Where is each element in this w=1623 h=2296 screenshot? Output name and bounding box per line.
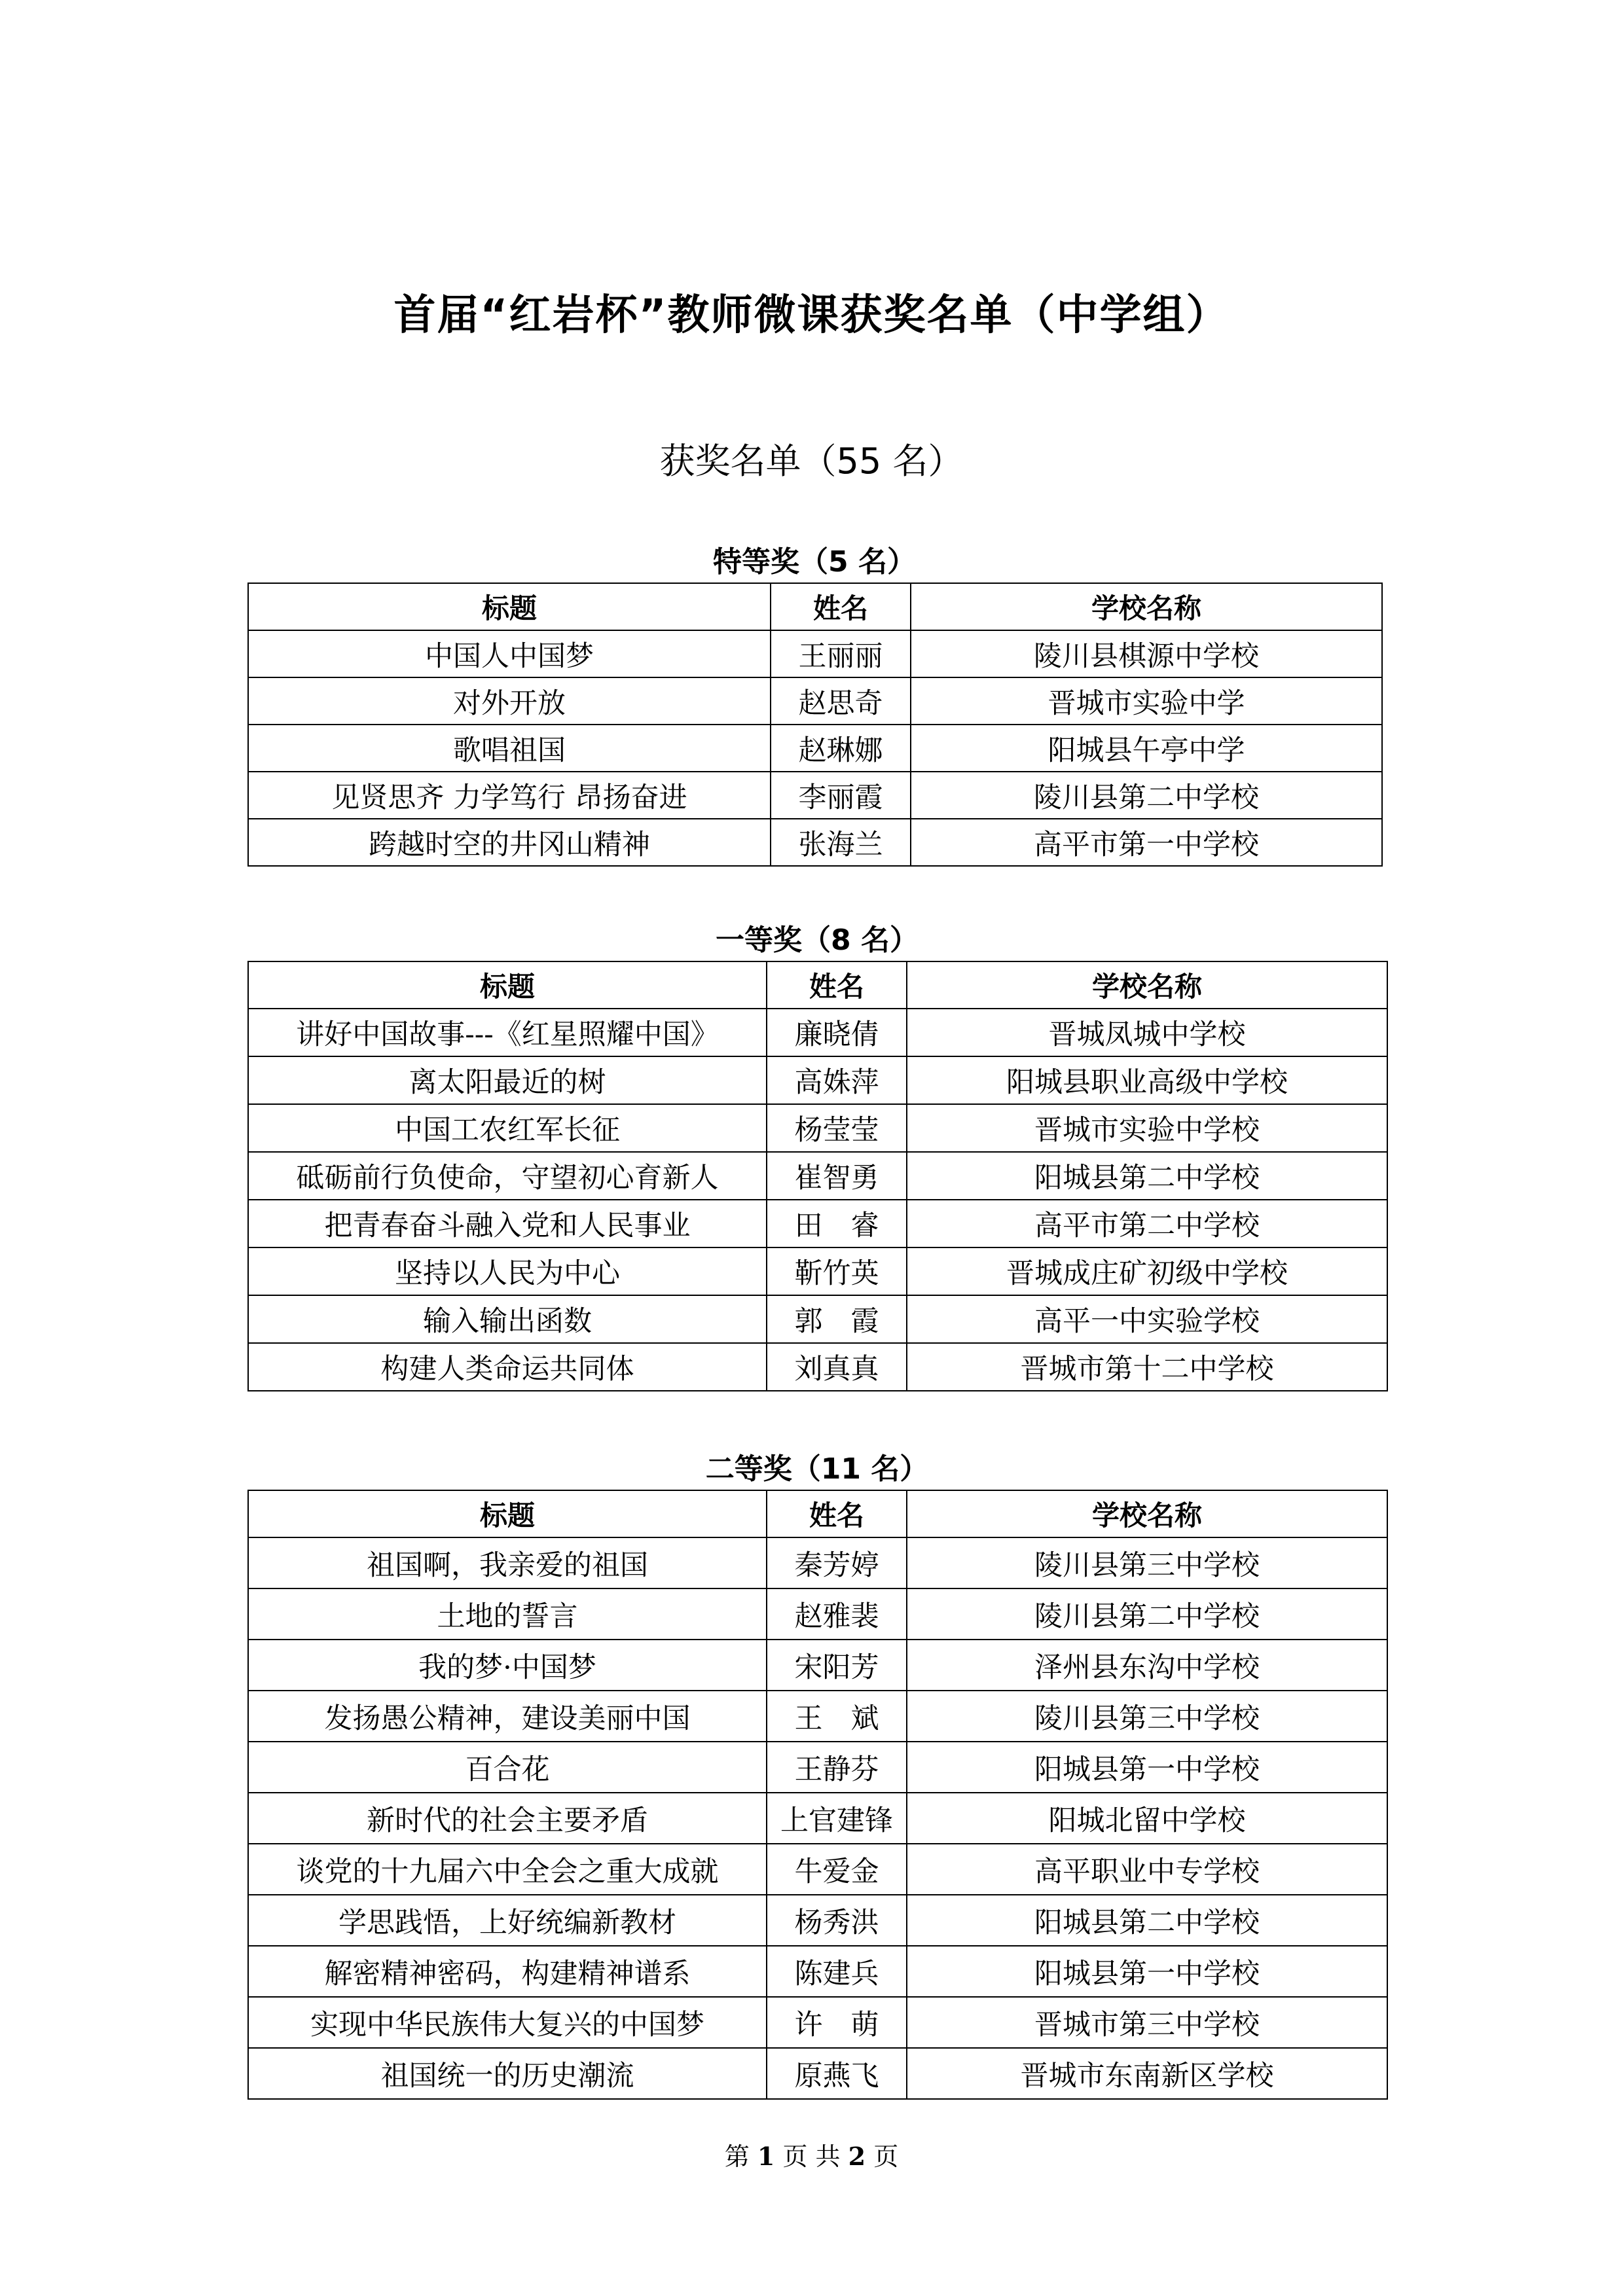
table-row bbox=[248, 819, 1382, 866]
title-cell: 输入输出函数 bbox=[248, 1295, 767, 1343]
title-cell: 学思践悟，上好统编新教材 bbox=[248, 1895, 767, 1946]
school-cell: 泽州县东沟中学校 bbox=[907, 1640, 1387, 1691]
column-header-title: 标题 bbox=[248, 961, 767, 1009]
title-cell: 离太阳最近的树 bbox=[248, 1056, 767, 1104]
name-cell: 秦芳婷 bbox=[767, 1537, 907, 1588]
table-row bbox=[248, 725, 1382, 772]
school-cell: 陵川县第三中学校 bbox=[907, 1691, 1387, 1742]
table-row bbox=[248, 1844, 1387, 1895]
column-header-title: 标题 bbox=[248, 583, 771, 630]
name-cell: 高姝萍 bbox=[767, 1056, 907, 1104]
school-cell: 陵川县棋源中学校 bbox=[911, 630, 1382, 677]
table-row bbox=[248, 1588, 1387, 1640]
name-cell: 王 斌 bbox=[767, 1691, 907, 1742]
name-cell: 陈建兵 bbox=[767, 1946, 907, 1997]
award-table bbox=[247, 1490, 1388, 2100]
table-row bbox=[248, 1152, 1387, 1200]
award-table bbox=[247, 961, 1388, 1391]
name-cell: 赵雅裴 bbox=[767, 1588, 907, 1640]
school-cell: 阳城县第一中学校 bbox=[907, 1946, 1387, 1997]
table-row bbox=[248, 1295, 1387, 1343]
table-body bbox=[248, 1009, 1387, 1391]
table-body bbox=[248, 630, 1382, 866]
school-cell: 高平一中实验学校 bbox=[907, 1295, 1387, 1343]
column-header-title: 标题 bbox=[248, 1490, 767, 1537]
table-row bbox=[248, 1640, 1387, 1691]
footer-suffix: 页 bbox=[873, 2142, 899, 2171]
footer-page-number: 1 bbox=[757, 2142, 775, 2171]
school-cell: 阳城县第二中学校 bbox=[907, 1152, 1387, 1200]
title-cell: 百合花 bbox=[248, 1742, 767, 1793]
school-cell: 高平市第二中学校 bbox=[907, 1200, 1387, 1247]
table-row bbox=[248, 1104, 1387, 1152]
name-cell: 王静芬 bbox=[767, 1742, 907, 1793]
name-cell: 田 睿 bbox=[767, 1200, 907, 1247]
school-cell: 晋城市实验中学校 bbox=[907, 1104, 1387, 1152]
table-row bbox=[248, 1946, 1387, 1997]
school-cell: 晋城市第三中学校 bbox=[907, 1997, 1387, 2048]
table-row bbox=[248, 630, 1382, 677]
section-heading: 一等奖（8 名） bbox=[716, 924, 919, 957]
school-cell: 陵川县第三中学校 bbox=[907, 1537, 1387, 1588]
title-cell: 中国工农红军长征 bbox=[248, 1104, 767, 1152]
name-cell: 原燕飞 bbox=[767, 2048, 907, 2099]
table-row bbox=[248, 1009, 1387, 1056]
name-cell: 王丽丽 bbox=[771, 630, 911, 677]
name-cell: 杨秀洪 bbox=[767, 1895, 907, 1946]
school-cell: 阳城县第一中学校 bbox=[907, 1742, 1387, 1793]
table-row bbox=[248, 1247, 1387, 1295]
school-cell: 陵川县第二中学校 bbox=[907, 1588, 1387, 1640]
school-cell: 晋城市第十二中学校 bbox=[907, 1343, 1387, 1391]
title-cell: 歌唱祖国 bbox=[248, 725, 771, 772]
table-header-row bbox=[248, 583, 1382, 630]
table-header-row bbox=[248, 961, 1387, 1009]
title-cell: 坚持以人民为中心 bbox=[248, 1247, 767, 1295]
name-cell: 刘真真 bbox=[767, 1343, 907, 1391]
name-cell: 赵琳娜 bbox=[771, 725, 911, 772]
column-header-name: 姓名 bbox=[767, 961, 907, 1009]
school-cell: 晋城市东南新区学校 bbox=[907, 2048, 1387, 2099]
table-body bbox=[248, 1537, 1387, 2099]
award-table bbox=[247, 583, 1383, 867]
table-row bbox=[248, 1742, 1387, 1793]
name-cell: 上官建锋 bbox=[767, 1793, 907, 1844]
title-cell: 我的梦·中国梦 bbox=[248, 1640, 767, 1691]
title-cell: 见贤思齐 力学笃行 昂扬奋进 bbox=[248, 772, 771, 819]
section-heading: 二等奖（11 名） bbox=[705, 1452, 929, 1486]
name-cell: 牛爱金 bbox=[767, 1844, 907, 1895]
award-section-special bbox=[247, 542, 1381, 867]
school-cell: 晋城凤城中学校 bbox=[907, 1009, 1387, 1056]
table-row bbox=[248, 1200, 1387, 1247]
footer-total-pages: 2 bbox=[848, 2142, 866, 2171]
school-cell: 阳城县午亭中学 bbox=[911, 725, 1382, 772]
award-section-first bbox=[247, 920, 1387, 1391]
table-row bbox=[248, 772, 1382, 819]
footer-prefix: 第 bbox=[724, 2142, 750, 2171]
name-cell: 廉晓倩 bbox=[767, 1009, 907, 1056]
column-header-school: 学校名称 bbox=[907, 1490, 1387, 1537]
title-cell: 砥砺前行负使命，守望初心育新人 bbox=[248, 1152, 767, 1200]
school-cell: 阳城县职业高级中学校 bbox=[907, 1056, 1387, 1104]
table-row bbox=[248, 1895, 1387, 1946]
school-cell: 阳城县第二中学校 bbox=[907, 1895, 1387, 1946]
table-header-row bbox=[248, 1490, 1387, 1537]
title-cell: 跨越时空的井冈山精神 bbox=[248, 819, 771, 866]
section-heading: 特等奖（5 名） bbox=[713, 545, 916, 579]
footer-middle: 页 共 bbox=[782, 2142, 841, 2171]
title-cell: 土地的誓言 bbox=[248, 1588, 767, 1640]
title-cell: 祖国统一的历史潮流 bbox=[248, 2048, 767, 2099]
column-header-name: 姓名 bbox=[767, 1490, 907, 1537]
column-header-school: 学校名称 bbox=[907, 961, 1387, 1009]
table-row bbox=[248, 1343, 1387, 1391]
column-header-school: 学校名称 bbox=[911, 583, 1382, 630]
name-cell: 崔智勇 bbox=[767, 1152, 907, 1200]
page-footer bbox=[0, 2136, 1623, 2172]
school-cell: 晋城市实验中学 bbox=[911, 677, 1382, 725]
name-cell: 宋阳芳 bbox=[767, 1640, 907, 1691]
name-cell: 郭 霞 bbox=[767, 1295, 907, 1343]
school-cell: 高平市第一中学校 bbox=[911, 819, 1382, 866]
table-row bbox=[248, 1056, 1387, 1104]
title-cell: 发扬愚公精神，建设美丽中国 bbox=[248, 1691, 767, 1742]
table-row bbox=[248, 2048, 1387, 2099]
name-cell: 张海兰 bbox=[771, 819, 911, 866]
table-row bbox=[248, 1997, 1387, 2048]
name-cell: 杨莹莹 bbox=[767, 1104, 907, 1152]
table-row bbox=[248, 677, 1382, 725]
title-cell: 中国人中国梦 bbox=[248, 630, 771, 677]
page-title: 首届“红岩杯”教师微课获奖名单（中学组） bbox=[393, 291, 1230, 340]
title-cell: 讲好中国故事---《红星照耀中国》 bbox=[248, 1009, 767, 1056]
table-row bbox=[248, 1691, 1387, 1742]
title-cell: 构建人类命运共同体 bbox=[248, 1343, 767, 1391]
title-cell: 对外开放 bbox=[248, 677, 771, 725]
name-cell: 赵思奇 bbox=[771, 677, 911, 725]
school-cell: 陵川县第二中学校 bbox=[911, 772, 1382, 819]
award-section-second bbox=[247, 1449, 1387, 2100]
name-cell: 靳竹英 bbox=[767, 1247, 907, 1295]
column-header-name: 姓名 bbox=[771, 583, 911, 630]
table-row bbox=[248, 1537, 1387, 1588]
title-cell: 解密精神密码，构建精神谱系 bbox=[248, 1946, 767, 1997]
school-cell: 阳城北留中学校 bbox=[907, 1793, 1387, 1844]
school-cell: 高平职业中专学校 bbox=[907, 1844, 1387, 1895]
title-cell: 祖国啊，我亲爱的祖国 bbox=[248, 1537, 767, 1588]
title-cell: 实现中华民族伟大复兴的中国梦 bbox=[248, 1997, 767, 2048]
name-cell: 许 萌 bbox=[767, 1997, 907, 2048]
school-cell: 晋城成庄矿初级中学校 bbox=[907, 1247, 1387, 1295]
name-cell: 李丽霞 bbox=[771, 772, 911, 819]
page-subtitle: 获奖名单（55 名） bbox=[659, 440, 964, 482]
table-row bbox=[248, 1793, 1387, 1844]
title-cell: 新时代的社会主要矛盾 bbox=[248, 1793, 767, 1844]
title-cell: 把青春奋斗融入党和人民事业 bbox=[248, 1200, 767, 1247]
title-cell: 谈党的十九届六中全会之重大成就 bbox=[248, 1844, 767, 1895]
